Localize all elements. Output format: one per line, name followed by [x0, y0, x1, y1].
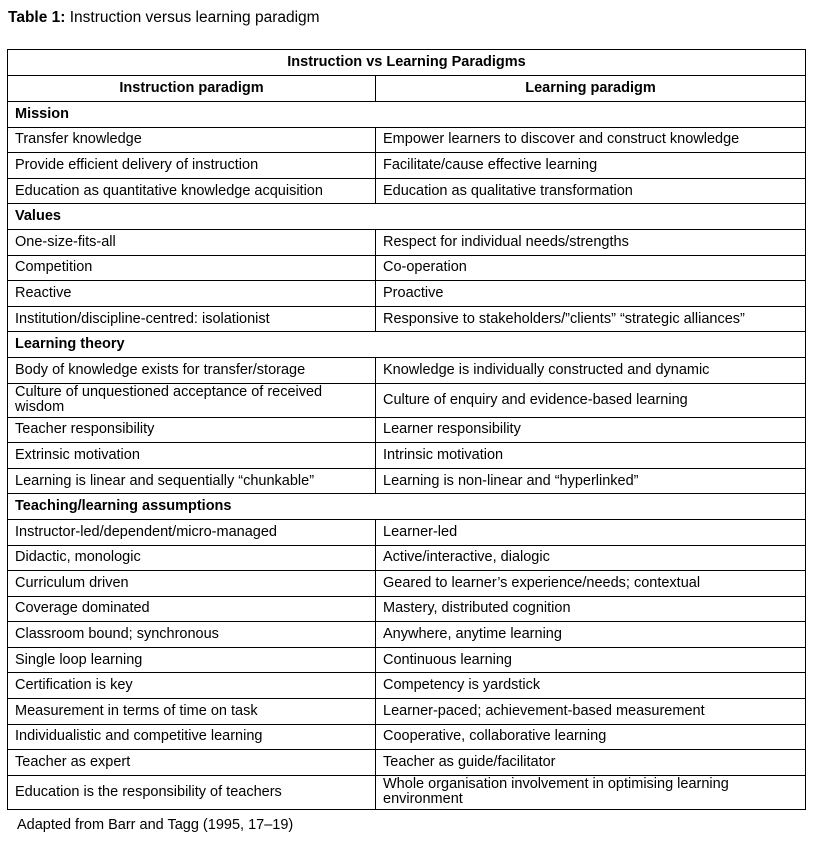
caption-label: Table 1:: [8, 9, 66, 26]
learning-cell: Respect for individual needs/strengths: [376, 229, 806, 255]
table-row: [8, 724, 806, 750]
table-row: [8, 622, 806, 648]
table-row: [8, 153, 806, 179]
table-row: [8, 468, 806, 494]
instruction-cell: Learning is linear and sequentially “chunkable”: [8, 468, 376, 494]
learning-cell: Responsive to stakeholders/”clients” “strategic alliances”: [376, 306, 806, 332]
table-row: [8, 443, 806, 469]
table-title-row: [8, 50, 806, 76]
learning-cell: Learner-led: [376, 519, 806, 545]
header-instruction-paradigm: Instruction paradigm: [8, 76, 376, 102]
instruction-cell: Individualistic and competitive learning: [8, 724, 376, 750]
section-heading: Mission: [8, 102, 806, 128]
learning-cell: Facilitate/cause effective learning: [376, 153, 806, 179]
table-row: [8, 127, 806, 153]
instruction-cell: Measurement in terms of time on task: [8, 699, 376, 725]
instruction-cell: Body of knowledge exists for transfer/storage: [8, 357, 376, 383]
table-row: [8, 545, 806, 571]
instruction-cell: Transfer knowledge: [8, 127, 376, 153]
table-row: [8, 306, 806, 332]
learning-cell: Knowledge is individually constructed and dynamic: [376, 357, 806, 383]
table-row: [8, 357, 806, 383]
instruction-cell: Instructor-led/dependent/micro-managed: [8, 519, 376, 545]
table-row: [8, 383, 806, 417]
learning-cell: Culture of enquiry and evidence-based learning: [376, 383, 806, 417]
instruction-cell: Education is the responsibility of teachers: [8, 775, 376, 809]
instruction-cell: Extrinsic motivation: [8, 443, 376, 469]
table-caption: [8, 9, 320, 27]
source-note: Adapted from Barr and Tagg (1995, 17–19): [17, 817, 294, 833]
header-learning-paradigm: Learning paradigm: [376, 76, 806, 102]
table-row: [8, 647, 806, 673]
instruction-cell: Coverage dominated: [8, 596, 376, 622]
caption-text: Instruction versus learning paradigm: [69, 9, 320, 26]
table-row: [8, 417, 806, 443]
learning-cell: Mastery, distributed cognition: [376, 596, 806, 622]
table-row: [8, 178, 806, 204]
section-row: [8, 102, 806, 128]
section-heading: Learning theory: [8, 332, 806, 358]
section-row: [8, 204, 806, 230]
learning-cell: Learner responsibility: [376, 417, 806, 443]
instruction-cell: Classroom bound; synchronous: [8, 622, 376, 648]
learning-cell: Learner-paced; achievement-based measurement: [376, 699, 806, 725]
learning-cell: Proactive: [376, 281, 806, 307]
instruction-cell: Didactic, monologic: [8, 545, 376, 571]
instruction-cell: Certification is key: [8, 673, 376, 699]
learning-cell: Teacher as guide/facilitator: [376, 750, 806, 776]
table-row: [8, 255, 806, 281]
section-row: [8, 332, 806, 358]
learning-cell: Empower learners to discover and construct knowledge: [376, 127, 806, 153]
table-row: [8, 673, 806, 699]
learning-cell: Competency is yardstick: [376, 673, 806, 699]
learning-cell: Continuous learning: [376, 647, 806, 673]
instruction-cell: Culture of unquestioned acceptance of received wisdom: [8, 383, 376, 417]
learning-cell: Cooperative, collaborative learning: [376, 724, 806, 750]
learning-cell: Intrinsic motivation: [376, 443, 806, 469]
learning-cell: Learning is non-linear and “hyperlinked”: [376, 468, 806, 494]
table-title: Instruction vs Learning Paradigms: [8, 50, 806, 76]
section-row: [8, 494, 806, 520]
instruction-cell: Education as quantitative knowledge acquisition: [8, 178, 376, 204]
table-header-row: [8, 76, 806, 102]
section-heading: Teaching/learning assumptions: [8, 494, 806, 520]
learning-cell: Anywhere, anytime learning: [376, 622, 806, 648]
section-heading: Values: [8, 204, 806, 230]
learning-cell: Education as qualitative transformation: [376, 178, 806, 204]
instruction-cell: Provide efficient delivery of instruction: [8, 153, 376, 179]
learning-cell: Whole organisation involvement in optimising learning environment: [376, 775, 806, 809]
table-row: [8, 519, 806, 545]
table-row: [8, 281, 806, 307]
learning-cell: Active/interactive, dialogic: [376, 545, 806, 571]
learning-cell: Geared to learner’s experience/needs; contextual: [376, 571, 806, 597]
instruction-cell: Curriculum driven: [8, 571, 376, 597]
table-row: [8, 596, 806, 622]
instruction-cell: Single loop learning: [8, 647, 376, 673]
table-row: [8, 571, 806, 597]
instruction-cell: One-size-fits-all: [8, 229, 376, 255]
table-row: [8, 775, 806, 809]
instruction-cell: Teacher responsibility: [8, 417, 376, 443]
paradigm-table: [7, 49, 806, 810]
table-row: [8, 699, 806, 725]
table-row: [8, 229, 806, 255]
instruction-cell: Teacher as expert: [8, 750, 376, 776]
instruction-cell: Institution/discipline-centred: isolationist: [8, 306, 376, 332]
learning-cell: Co-operation: [376, 255, 806, 281]
table-row: [8, 750, 806, 776]
instruction-cell: Reactive: [8, 281, 376, 307]
instruction-cell: Competition: [8, 255, 376, 281]
